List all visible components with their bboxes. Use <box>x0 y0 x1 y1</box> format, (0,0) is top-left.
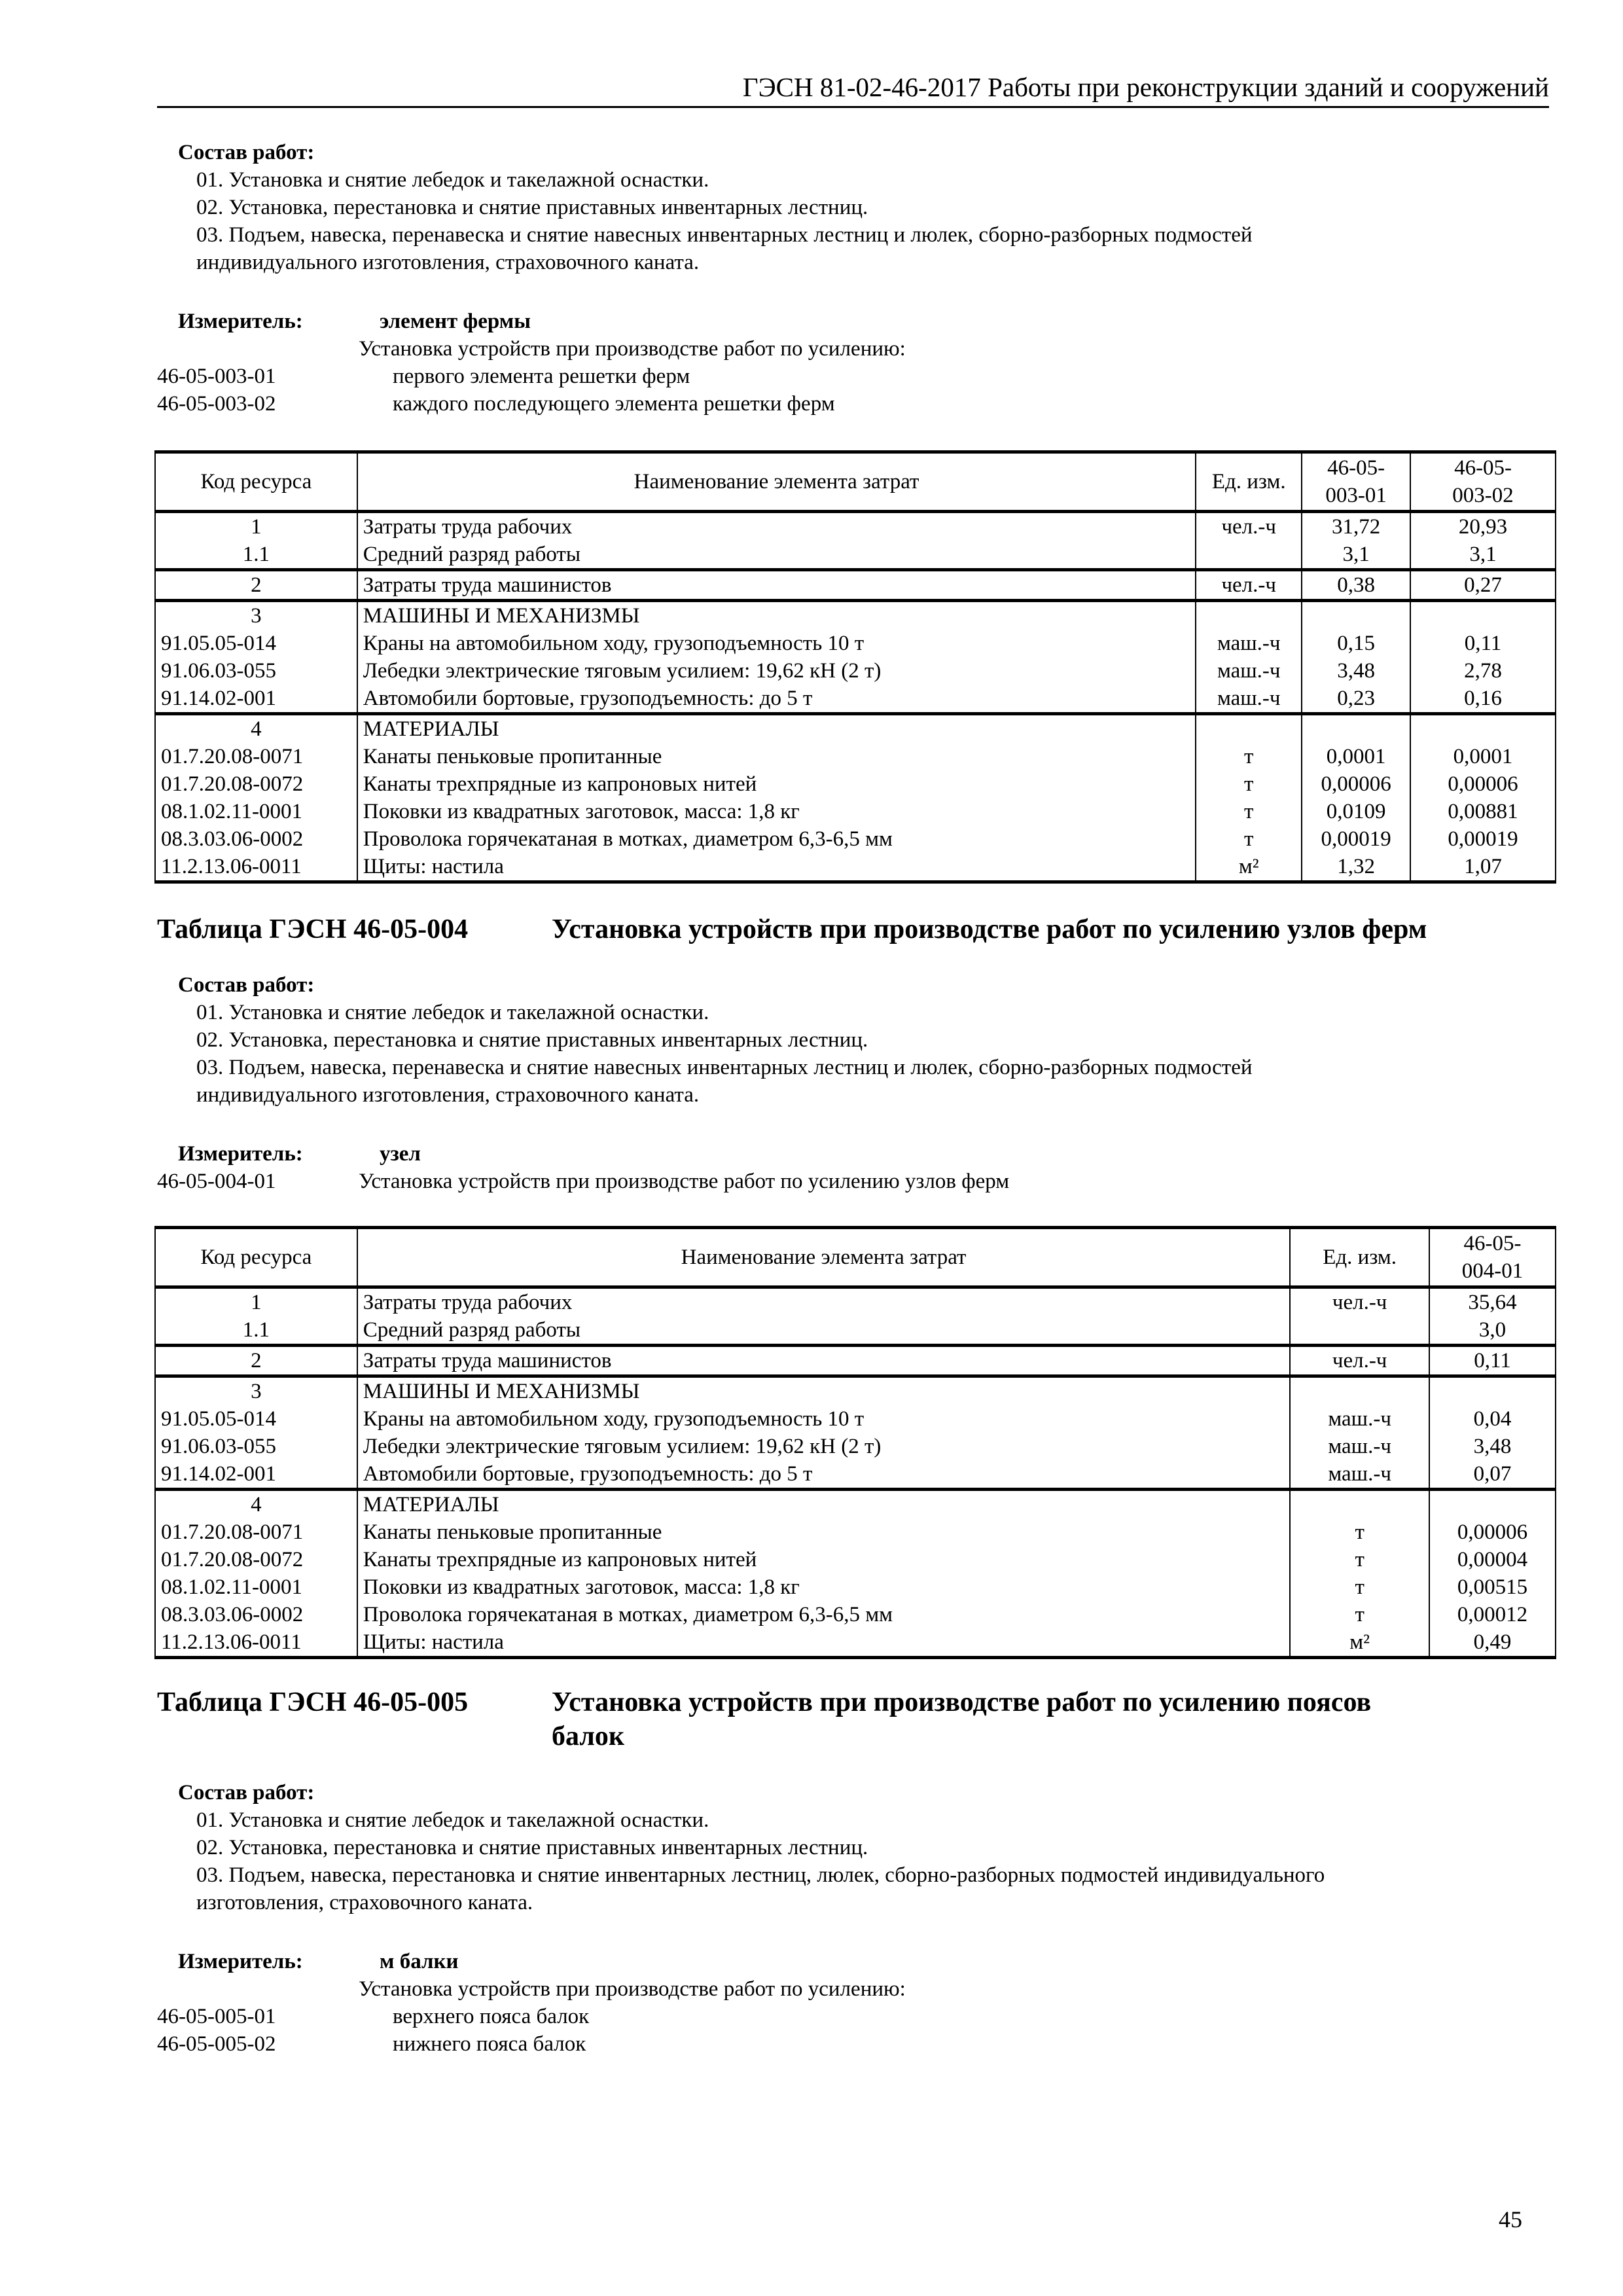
work-composition-005 <box>157 1779 1558 1916</box>
work-item: 03. Подъем, навеска, перенавеска и снятие навесных инвентарных лестниц и люлек, сборно-разборных подмостей <box>196 223 1253 247</box>
header-name: Наименование элемента затрат <box>357 452 1196 512</box>
table-title-text: Установка устройств при производстве работ по усилению поясов <box>552 1687 1372 1717</box>
measure-label: Измеритель: <box>178 1950 303 1973</box>
page-number: 45 <box>1499 2206 1522 2233</box>
table-row: 11.2.13.06-0011 Щиты: настила м² 0,49 <box>155 1628 1556 1658</box>
item-code: 46-05-003-02 <box>157 392 276 416</box>
resource-table-004 <box>154 1226 1556 1659</box>
item-text: нижнего пояса балок <box>393 2032 586 2056</box>
work-item: 01. Установка и снятие лебедок и такелажной оснастки. <box>196 1001 709 1024</box>
header-col1: 46-05- 003-01 <box>1302 452 1410 512</box>
table-row: 3 МАШИНЫ И МЕХАНИЗМЫ <box>155 1376 1556 1406</box>
table-row: 91.05.05-014 Краны на автомобильном ходу, грузоподъемность 10 т маш.-ч 0,04 <box>155 1405 1556 1433</box>
group-materials <box>155 1490 1556 1658</box>
measure-value: узел <box>380 1142 421 1166</box>
table-row: 91.06.03-055 Лебедки электрические тяговым усилием: 19,62 кН (2 т) маш.-ч 3,48 <box>155 1433 1556 1460</box>
work-composition-003 <box>157 139 1558 276</box>
work-item: 02. Установка, перестановка и снятие приставных инвентарных лестниц. <box>196 1028 868 1052</box>
work-composition-label: Состав работ: <box>178 973 315 997</box>
item-text: каждого последующего элемента решетки ферм <box>393 392 835 416</box>
table-title-005 <box>157 1685 1558 1753</box>
measure-005 <box>157 1948 1558 2058</box>
measure-value: м балки <box>380 1950 459 1973</box>
table-row: 2 Затраты труда машинистов чел.-ч 0,11 <box>155 1346 1556 1376</box>
header-col1: 46-05- 004-01 <box>1429 1228 1556 1287</box>
measure-description: Установка устройств при производстве работ по усилению: <box>359 337 906 361</box>
table-number: Таблица ГЭСН 46-05-005 <box>157 1687 469 1717</box>
group-labor <box>155 512 1556 570</box>
work-item: 01. Установка и снятие лебедок и такелажной оснастки. <box>196 168 709 192</box>
table-row: 01.7.20.08-0072 Канаты трехпрядные из капроновых нитей т 0,00004 <box>155 1546 1556 1573</box>
header-col2: 46-05- 003-02 <box>1410 452 1556 512</box>
work-item: индивидуального изготовления, страховочного каната. <box>196 251 700 274</box>
work-item: 02. Установка, перестановка и снятие приставных инвентарных лестниц. <box>196 1836 868 1859</box>
work-composition-004 <box>157 971 1558 1109</box>
work-item: индивидуального изготовления, страховочного каната. <box>196 1083 700 1107</box>
table-row: 91.14.02-001 Автомобили бортовые, грузоподъемность: до 5 т маш.-ч 0,07 <box>155 1460 1556 1490</box>
measure-label: Измеритель: <box>178 310 303 333</box>
group-machines <box>155 1376 1556 1490</box>
work-item: 01. Установка и снятие лебедок и такелажной оснастки. <box>196 1808 709 1832</box>
table-row: 2 Затраты труда машинистов чел.-ч 0,38 0,27 <box>155 570 1556 601</box>
measure-value: элемент фермы <box>380 310 531 333</box>
table-row: 08.1.02.11-0001 Поковки из квадратных заготовок, масса: 1,8 кг т 0,00515 <box>155 1573 1556 1601</box>
work-item: 03. Подъем, навеска, перенавеска и снятие навесных инвентарных лестниц и люлек, сборно-разборных подмостей <box>196 1056 1253 1079</box>
table-title-text: Установка устройств при производстве работ по усилению узлов ферм <box>552 914 1427 944</box>
table-row: 1.1 Средний разряд работы 3,0 <box>155 1316 1556 1346</box>
table-row: 08.3.03.06-0002 Проволока горячекатаная в мотках, диаметром 6,3-6,5 мм т 0,00019 0,00019 <box>155 825 1556 853</box>
header-unit: Ед. изм. <box>1196 452 1302 512</box>
table-title-004 <box>157 912 1558 946</box>
group-operators <box>155 1346 1556 1376</box>
work-composition-label: Состав работ: <box>178 1781 315 1804</box>
table-row: 11.2.13.06-0011 Щиты: настила м² 1,32 1,07 <box>155 853 1556 882</box>
measure-003 <box>157 308 1558 418</box>
table-row: 3 МАШИНЫ И МЕХАНИЗМЫ <box>155 601 1556 630</box>
table-row: 08.3.03.06-0002 Проволока горячекатаная в мотках, диаметром 6,3-6,5 мм т 0,00012 <box>155 1601 1556 1628</box>
table-row: 01.7.20.08-0071 Канаты пеньковые пропитанные т 0,00006 <box>155 1518 1556 1546</box>
running-header: ГЭСН 81-02-46-2017 Работы при реконструкции зданий и сооружений <box>157 71 1549 108</box>
table-row: 4 МАТЕРИАЛЫ <box>155 714 1556 744</box>
measure-label: Измеритель: <box>178 1142 303 1166</box>
item-code: 46-05-003-01 <box>157 365 276 388</box>
table-row: 91.05.05-014 Краны на автомобильном ходу, грузоподъемность 10 т маш.-ч 0,15 0,11 <box>155 630 1556 657</box>
work-composition-label: Состав работ: <box>178 141 315 164</box>
table-number: Таблица ГЭСН 46-05-004 <box>157 914 469 944</box>
group-operators <box>155 570 1556 601</box>
item-text: первого элемента решетки ферм <box>393 365 690 388</box>
measure-description: Установка устройств при производстве работ по усилению: <box>359 1977 906 2001</box>
table-row: 01.7.20.08-0071 Канаты пеньковые пропитанные т 0,0001 0,0001 <box>155 743 1556 770</box>
table-row: 91.06.03-055 Лебедки электрические тяговым усилием: 19,62 кН (2 т) маш.-ч 3,48 2,78 <box>155 657 1556 685</box>
table-header-row <box>155 452 1556 512</box>
measure-004 <box>157 1140 1558 1195</box>
group-labor <box>155 1287 1556 1346</box>
header-code: Код ресурса <box>155 1228 357 1287</box>
table-row: 1 Затраты труда рабочих чел.-ч 31,72 20,93 <box>155 512 1556 541</box>
table-row: 4 МАТЕРИАЛЫ <box>155 1490 1556 1519</box>
table-title-text-cont: балок <box>552 1721 625 1751</box>
table-row: 1 Затраты труда рабочих чел.-ч 35,64 <box>155 1287 1556 1317</box>
item-code: 46-05-004-01 <box>157 1170 276 1193</box>
item-code: 46-05-005-01 <box>157 2005 276 2028</box>
work-item: 02. Установка, перестановка и снятие приставных инвентарных лестниц. <box>196 196 868 219</box>
table-row: 01.7.20.08-0072 Канаты трехпрядные из капроновых нитей т 0,00006 0,00006 <box>155 770 1556 798</box>
item-text: Установка устройств при производстве работ по усилению узлов ферм <box>359 1170 1010 1193</box>
header-name: Наименование элемента затрат <box>357 1228 1290 1287</box>
table-row: 91.14.02-001 Автомобили бортовые, грузоподъемность: до 5 т маш.-ч 0,23 0,16 <box>155 685 1556 714</box>
item-text: верхнего пояса балок <box>393 2005 590 2028</box>
work-item: 03. Подъем, навеска, перестановка и снятие инвентарных лестниц, люлек, сборно-разборных подмостей индивидуального <box>196 1863 1325 1887</box>
table-header-row <box>155 1228 1556 1287</box>
work-item: изготовления, страховочного каната. <box>196 1891 533 1914</box>
header-code: Код ресурса <box>155 452 357 512</box>
item-code: 46-05-005-02 <box>157 2032 276 2056</box>
table-row: 08.1.02.11-0001 Поковки из квадратных заготовок, масса: 1,8 кг т 0,0109 0,00881 <box>155 798 1556 825</box>
group-machines <box>155 601 1556 714</box>
header-unit: Ед. изм. <box>1290 1228 1429 1287</box>
resource-table-003 <box>154 450 1556 884</box>
group-materials <box>155 714 1556 882</box>
table-row: 1.1 Средний разряд работы 3,1 3,1 <box>155 541 1556 570</box>
